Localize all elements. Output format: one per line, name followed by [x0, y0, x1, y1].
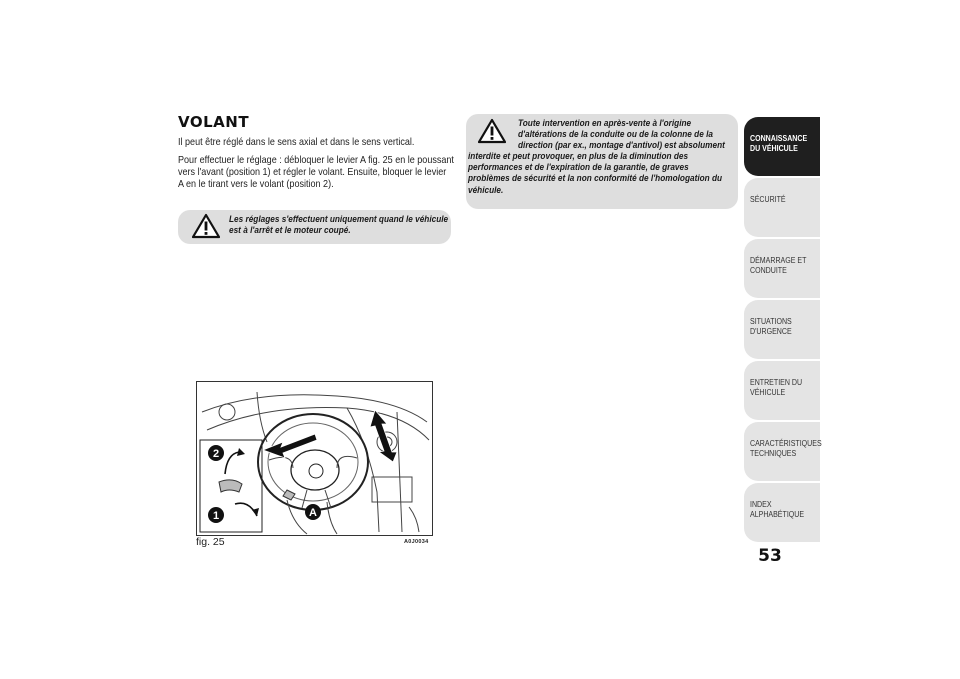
chapter-tab-7[interactable] — [744, 483, 820, 542]
warning-line: d'altérations de la conduite ou de la colonne de la — [518, 129, 713, 141]
chapter-tab-4[interactable] — [744, 300, 820, 359]
paragraph-line: Pour effectuer le réglage : débloquer le levier A fig. 25 en le poussant — [178, 154, 454, 166]
chapter-tab-2[interactable] — [744, 178, 820, 237]
warning-box-after-sales — [466, 114, 738, 209]
chapter-tab-label-line: D'URGENCE — [750, 326, 792, 336]
paragraph-line: A en le tirant vers le volant (position 2). — [178, 178, 334, 191]
chapter-tab-label-line: CONNAISSANCE — [750, 133, 808, 143]
paragraph-adjustment — [178, 154, 454, 191]
warning-triangle-icon — [478, 118, 506, 144]
steering-wheel-illustration — [196, 381, 433, 536]
warning-text-indented — [518, 118, 725, 152]
callout-2: 2 — [212, 448, 220, 460]
chapter-tab-label-line: ALPHABÉTIQUE — [750, 509, 805, 519]
chapter-tab-label-line: CARACTÉRISTIQUES — [750, 438, 822, 448]
chapter-tab-label — [750, 316, 792, 336]
chapter-tab-label — [750, 255, 806, 275]
chapter-tab-3[interactable] — [744, 239, 820, 298]
chapter-tab-label-line: INDEX — [750, 499, 772, 509]
chapter-tab-label-line: SITUATIONS — [750, 316, 792, 326]
chapter-tab-label — [750, 133, 807, 153]
chapter-tab-label — [750, 499, 804, 519]
callout-a: A — [309, 507, 317, 519]
chapter-tab-label — [750, 377, 802, 397]
paragraph-intro: Il peut être réglé dans le sens axial et dans le sens vertical. — [178, 136, 415, 148]
chapter-tab-label-line: CONDUITE — [750, 265, 787, 275]
warning-text-full — [468, 151, 722, 196]
chapter-tab-label-line: TECHNIQUES — [750, 448, 797, 458]
chapter-tab-label-line: ENTRETIEN DU — [750, 377, 803, 387]
callout-1: 1 — [212, 510, 220, 522]
chapter-tab-1[interactable] — [744, 117, 820, 176]
figure-label: fig. 25 — [196, 536, 225, 548]
warning-line: interdite et peut provoquer, en plus de la diminution des — [468, 151, 689, 162]
chapter-tab-label — [750, 194, 786, 204]
page-number: 53 — [758, 546, 782, 566]
warning-line: performances et de l'expiration de la garantie, de graves — [468, 162, 689, 174]
paragraph-line: vers l'avant (position 1) et régler le volant. Ensuite, bloquer le levier — [178, 166, 447, 179]
steering-wheel-drawing — [197, 382, 432, 535]
chapter-tab-label — [750, 438, 822, 458]
chapter-tab-label-line: DÉMARRAGE ET — [750, 255, 807, 265]
warning-line: Toute intervention en après-vente à l'origine — [518, 118, 692, 129]
figure-code: A0J0034 — [404, 539, 429, 545]
chapter-tab-6[interactable] — [744, 422, 820, 481]
section-title: VOLANT — [178, 113, 250, 131]
warning-line: direction (par ex., montage d'antivol) est absolument — [518, 140, 725, 152]
warning-line: problèmes de sécurité et la non conformité de l'homologation du — [468, 173, 723, 185]
chapter-tab-label-line: VÉHICULE — [750, 387, 786, 397]
warning-line: véhicule. — [468, 184, 504, 196]
warning-box-engine-off — [178, 210, 451, 244]
chapter-tab-label-line: DU VÉHICULE — [750, 143, 798, 153]
warning-text — [229, 214, 448, 236]
chapter-tab-5[interactable] — [744, 361, 820, 420]
warning-triangle-icon — [192, 213, 220, 239]
warning-line: est à l'arrêt et le moteur coupé. — [229, 225, 351, 237]
chapter-tab-label-line: SÉCURITÉ — [750, 194, 786, 204]
warning-line: Les réglages s'effectuent uniquement quand le véhicule — [229, 214, 449, 225]
